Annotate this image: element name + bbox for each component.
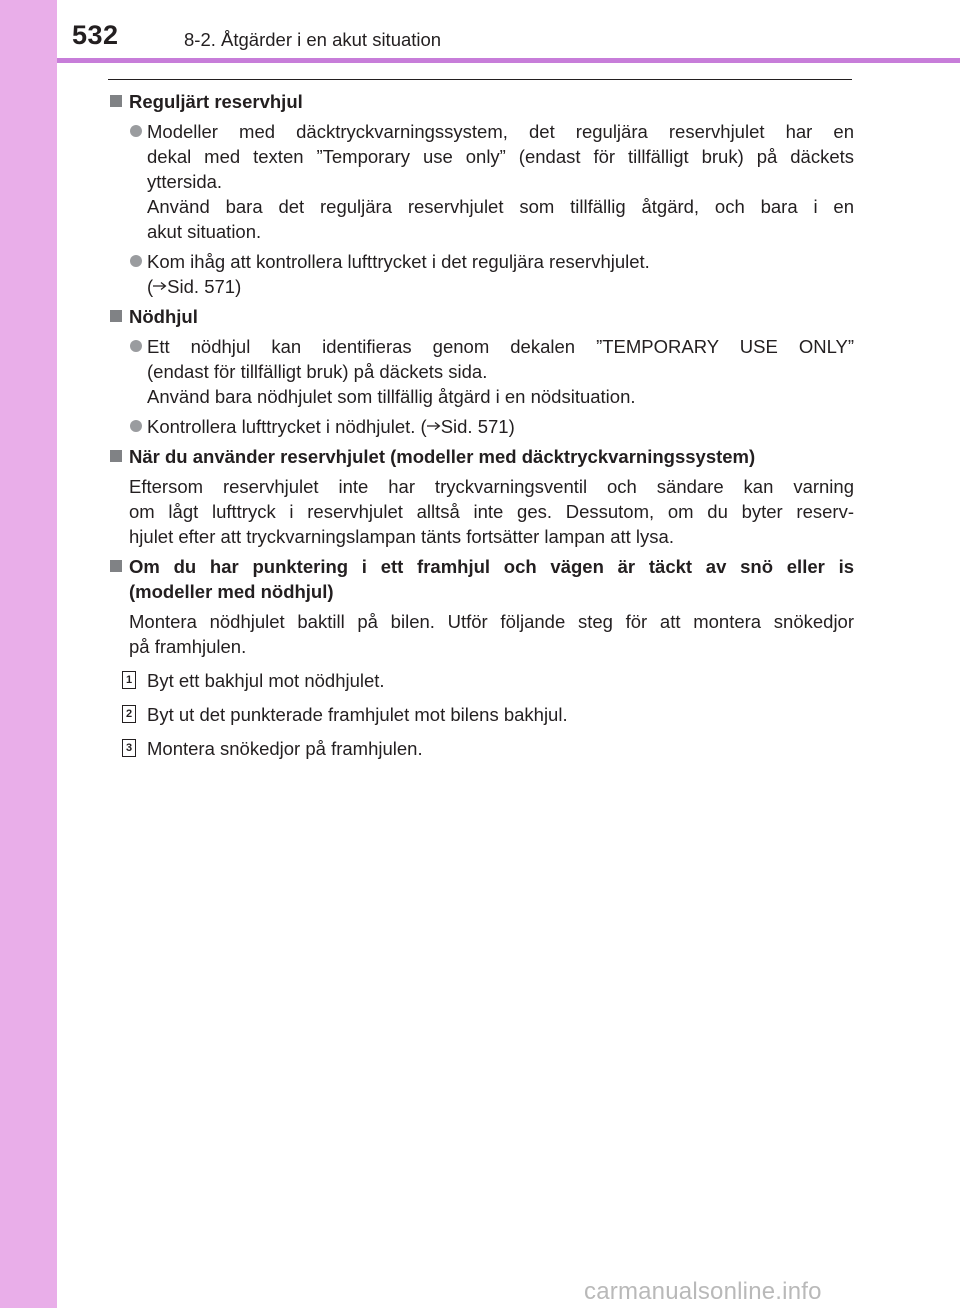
bullet-item bbox=[108, 249, 854, 299]
side-band bbox=[0, 0, 57, 1308]
section-heading bbox=[108, 444, 854, 469]
step-item bbox=[108, 702, 854, 727]
step-text: Byt ut det punkterade framhjulet mot bilens bakhjul. bbox=[147, 704, 568, 725]
section-heading bbox=[108, 554, 854, 604]
heading-text: Nödhjul bbox=[129, 306, 198, 327]
text-line: Montera nödhjulet baktill på bilen. Utför följande steg för att montera snökedjor bbox=[129, 611, 854, 632]
round-bullet-icon bbox=[130, 340, 142, 352]
text-line: Använd bara det reguljära reservhjulet som tillfällig åtgärd, och bara i en bbox=[147, 196, 854, 217]
step-text: Byt ett bakhjul mot nödhjulet. bbox=[147, 670, 385, 691]
step-item bbox=[108, 736, 854, 761]
content-rule bbox=[108, 79, 852, 80]
reference-text: Sid. 571 bbox=[167, 276, 236, 297]
bullet-item bbox=[108, 119, 854, 244]
page-content bbox=[108, 89, 854, 770]
heading-text: När du använder reservhjulet (modeller med däcktryckvarningssystem) bbox=[129, 446, 756, 467]
bullet-text: Kontrollera lufttrycket i nödhjulet. ( bbox=[147, 416, 427, 437]
bullet-item bbox=[108, 414, 854, 439]
round-bullet-icon bbox=[130, 255, 142, 267]
text-line: dekal med texten ”Temporary use only” (endast för tillfälligt bruk) på däckets bbox=[147, 146, 854, 167]
text-line: om lågt lufttryck i reservhjulet alltså inte ges. Dessutom, om du byter reserv- bbox=[129, 501, 854, 522]
text-line bbox=[147, 414, 854, 439]
round-bullet-icon bbox=[130, 420, 142, 432]
text-line: akut situation. bbox=[147, 221, 262, 242]
section-heading bbox=[108, 304, 854, 329]
text-line: på framhjulen. bbox=[129, 636, 247, 657]
heading-line: (modeller med nödhjul) bbox=[129, 581, 334, 602]
paragraph bbox=[108, 609, 854, 659]
section-title: 8-2. Åtgärder i en akut situation bbox=[184, 29, 442, 50]
heading-text: Reguljärt reservhjul bbox=[129, 91, 303, 112]
text-line: Eftersom reservhjulet inte har tryckvarningsventil och sändare kan varning bbox=[129, 476, 854, 497]
step-number: 3 bbox=[122, 739, 136, 757]
step-number: 1 bbox=[122, 671, 136, 689]
text-line: Använd bara nödhjulet som tillfällig åtgärd i en nödsituation. bbox=[147, 386, 636, 407]
square-bullet-icon bbox=[110, 450, 122, 462]
round-bullet-icon bbox=[130, 125, 142, 137]
text-line: hjulet efter att tryckvarningslampan tänts fortsätter lampan att lysa. bbox=[129, 526, 674, 547]
reference-text: Sid. 571) bbox=[440, 416, 515, 437]
paragraph bbox=[108, 474, 854, 549]
heading-line: Om du har punktering i ett framhjul och vägen är täckt av snö eller is bbox=[129, 556, 854, 577]
section-heading bbox=[108, 89, 854, 114]
arrow-right-icon bbox=[153, 281, 167, 291]
text-line: yttersida. bbox=[147, 171, 223, 192]
text-line: Ett nödhjul kan identifieras genom dekalen ”TEMPORARY USE ONLY” bbox=[147, 336, 854, 357]
text-line: (endast för tillfälligt bruk) på däckets sida. bbox=[147, 361, 488, 382]
step-item bbox=[108, 668, 854, 693]
page-number: 532 bbox=[72, 20, 119, 50]
text-line: Modeller med däcktryckvarningssystem, det reguljära reservhjulet har en bbox=[147, 121, 854, 142]
step-text: Montera snökedjor på framhjulen. bbox=[147, 738, 423, 759]
square-bullet-icon bbox=[110, 310, 122, 322]
square-bullet-icon bbox=[110, 95, 122, 107]
bullet-item bbox=[108, 334, 854, 409]
header-divider bbox=[57, 58, 960, 63]
page-reference: ( Sid. 571) bbox=[147, 276, 242, 297]
arrow-right-icon bbox=[427, 421, 441, 431]
square-bullet-icon bbox=[110, 560, 122, 572]
watermark: carmanualsonline.info bbox=[584, 1278, 822, 1305]
step-number: 2 bbox=[122, 705, 136, 723]
text-line: Kom ihåg att kontrollera lufttrycket i det reguljära reservhjulet. bbox=[147, 251, 650, 272]
